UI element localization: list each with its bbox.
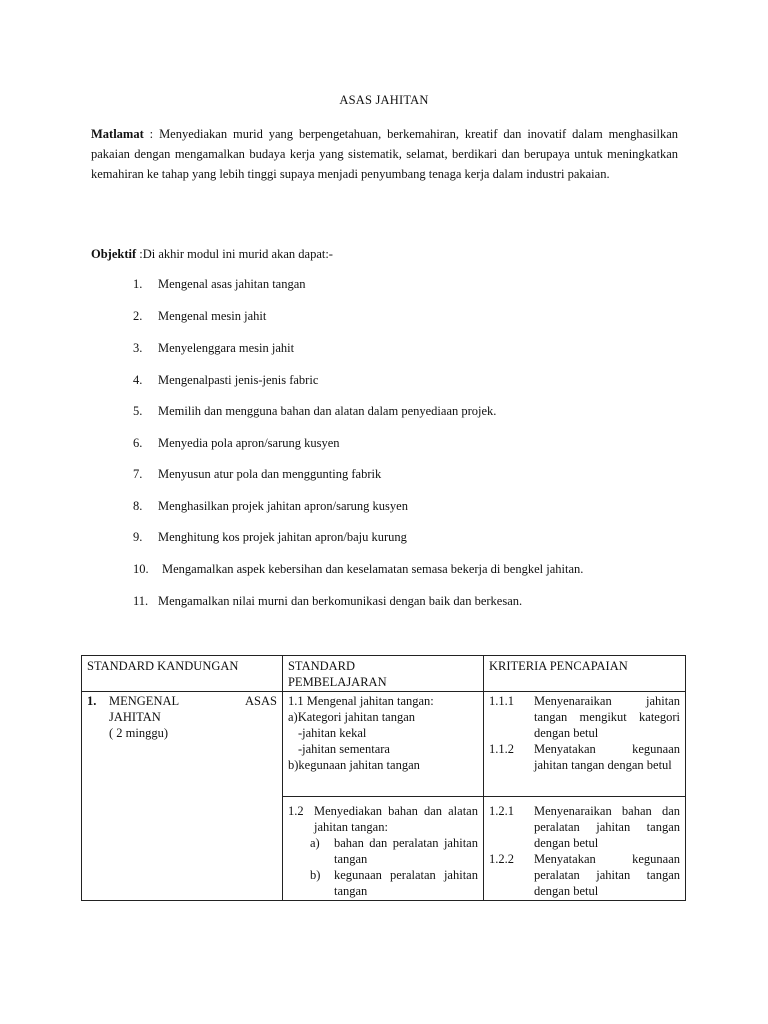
sp-cell-1-2 — [282, 797, 483, 901]
criteria-code: 1.2.1 — [488, 804, 514, 818]
kp-cell-1-1 — [483, 692, 685, 797]
module-name-line — [109, 693, 277, 709]
list-item-text: Menyedia pola apron/sarung kusyen — [158, 436, 340, 450]
document-title: ASAS JAHITAN — [339, 93, 429, 107]
list-item — [0, 465, 768, 483]
table-header-row — [82, 656, 686, 692]
header-kriteria-pencapaian: KRITERIA PENCAPAIAN — [483, 656, 685, 692]
sp-item: a)Kategori jahitan tangan — [287, 710, 416, 724]
module-cell — [82, 692, 283, 901]
list-item-number: 5. — [133, 404, 143, 418]
sp-subitem-letter: b) — [309, 868, 321, 882]
matlamat-paragraph — [91, 124, 678, 184]
list-item — [0, 402, 768, 420]
matlamat-text: Menyediakan murid yang berpengetahuan, berkemahiran, kreatif dan inovatif dalam menghasilkan pakaian dengan mengamalkan budaya kerja yang sistematik, selamat, berdikari dan berupaya untuk meningkatkan kemahiran ke tahap yang lebih tinggi supaya menjadi penyumbang tenaga kerja dalam industri pakaian. — [91, 127, 678, 181]
list-item-text: Mengamalkan aspek kebersihan dan keselamatan semasa bekerja di bengkel jahitan. — [162, 562, 584, 576]
header-line: STANDARD — [287, 659, 356, 673]
sp-subitem-text: kegunaan peralatan jahitan tangan — [333, 868, 478, 898]
standards-table — [81, 655, 686, 901]
criteria-text: Menyenaraikan jahitan tangan mengikut kategori dengan betul — [533, 694, 680, 740]
list-item — [0, 497, 768, 515]
table-row — [82, 692, 686, 797]
matlamat-separator: : — [143, 127, 160, 141]
header-standard-kandungan: STANDARD KANDUNGAN — [82, 656, 283, 692]
list-item-text: Menghasilkan projek jahitan apron/sarung kusyen — [158, 499, 408, 513]
list-item-number: 8. — [133, 499, 143, 513]
objektif-line — [91, 245, 678, 263]
list-item-number: 2. — [133, 309, 143, 323]
criteria-item — [489, 741, 680, 773]
list-item — [0, 275, 768, 293]
module-text — [109, 693, 277, 741]
module-name-word: ASAS — [245, 694, 277, 708]
sp-heading-block — [288, 803, 478, 835]
sp-subitem — [288, 835, 478, 867]
sp-subitem-text: bahan dan peralatan jahitan tangan — [333, 836, 478, 866]
list-item — [0, 528, 768, 546]
list-item — [0, 592, 768, 610]
list-item-text: Menghitung kos projek jahitan apron/baju kurung — [158, 530, 407, 544]
module-block — [87, 693, 277, 741]
module-name-word: MENGENAL — [109, 694, 180, 708]
list-item-number: 4. — [133, 373, 143, 387]
sp-subitem: -jahitan kekal — [297, 726, 367, 740]
list-item-text: Memilih dan mengguna bahan dan alatan dalam penyediaan projek. — [158, 404, 497, 418]
list-item-number: 1. — [133, 277, 143, 291]
objektif-label: Objektif — [91, 247, 137, 261]
list-item-number: 7. — [133, 467, 143, 481]
sp-heading: Menyediakan bahan dan alatan jahitan tangan: — [313, 804, 478, 834]
criteria-code: 1.1.2 — [488, 742, 514, 756]
criteria-text: Menyatakan kegunaan jahitan tangan dengan betul — [533, 742, 680, 772]
criteria-code: 1.2.2 — [488, 852, 514, 866]
sp-heading: 1.1 Mengenal jahitan tangan: — [287, 694, 434, 708]
list-item-number: 3. — [133, 341, 143, 355]
list-item — [0, 434, 768, 452]
objektif-text: :Di akhir modul ini murid akan dapat:- — [136, 247, 333, 261]
list-item — [0, 560, 768, 578]
list-item — [0, 307, 768, 325]
list-item-number: 9. — [133, 530, 143, 544]
list-item-text: Menyusun atur pola dan menggunting fabrik — [158, 467, 382, 481]
list-item-text: Menyelenggara mesin jahit — [158, 341, 295, 355]
sp-item: b)kegunaan jahitan tangan — [287, 758, 420, 772]
list-item-text: Mengenal mesin jahit — [158, 309, 267, 323]
sp-subitem — [288, 867, 478, 899]
list-item — [0, 371, 768, 389]
module-duration: ( 2 minggu) — [109, 726, 169, 740]
criteria-item — [489, 803, 680, 851]
module-number: 1. — [87, 694, 97, 708]
list-item — [0, 339, 768, 357]
sp-subitem: -jahitan sementara — [297, 742, 390, 756]
criteria-code: 1.1.1 — [488, 694, 514, 708]
header-standard-pembelajaran — [282, 656, 483, 692]
criteria-item — [489, 693, 680, 741]
sp-number: 1.2 — [287, 804, 304, 818]
criteria-item — [489, 851, 680, 899]
list-item-text: Mengamalkan nilai murni dan berkomunikasi dengan baik dan berkesan. — [158, 594, 523, 608]
list-item-number: 11. — [133, 594, 149, 608]
list-item-number: 6. — [133, 436, 143, 450]
header-line: PEMBELAJARAN — [287, 675, 387, 689]
module-name-line2: JAHITAN — [109, 710, 161, 724]
list-item-text: Mengenalpasti jenis-jenis fabric — [158, 373, 319, 387]
sp-cell-1-1 — [282, 692, 483, 797]
sp-subitem-letter: a) — [309, 836, 320, 850]
kp-cell-1-2 — [483, 797, 685, 901]
list-item-number: 10. — [133, 562, 149, 576]
list-item-text: Mengenal asas jahitan tangan — [158, 277, 306, 291]
criteria-text: Menyatakan kegunaan peralatan jahitan tangan dengan betul — [533, 852, 680, 898]
matlamat-label: Matlamat — [91, 127, 144, 141]
criteria-text: Menyenaraikan bahan dan peralatan jahitan tangan dengan betul — [533, 804, 680, 850]
